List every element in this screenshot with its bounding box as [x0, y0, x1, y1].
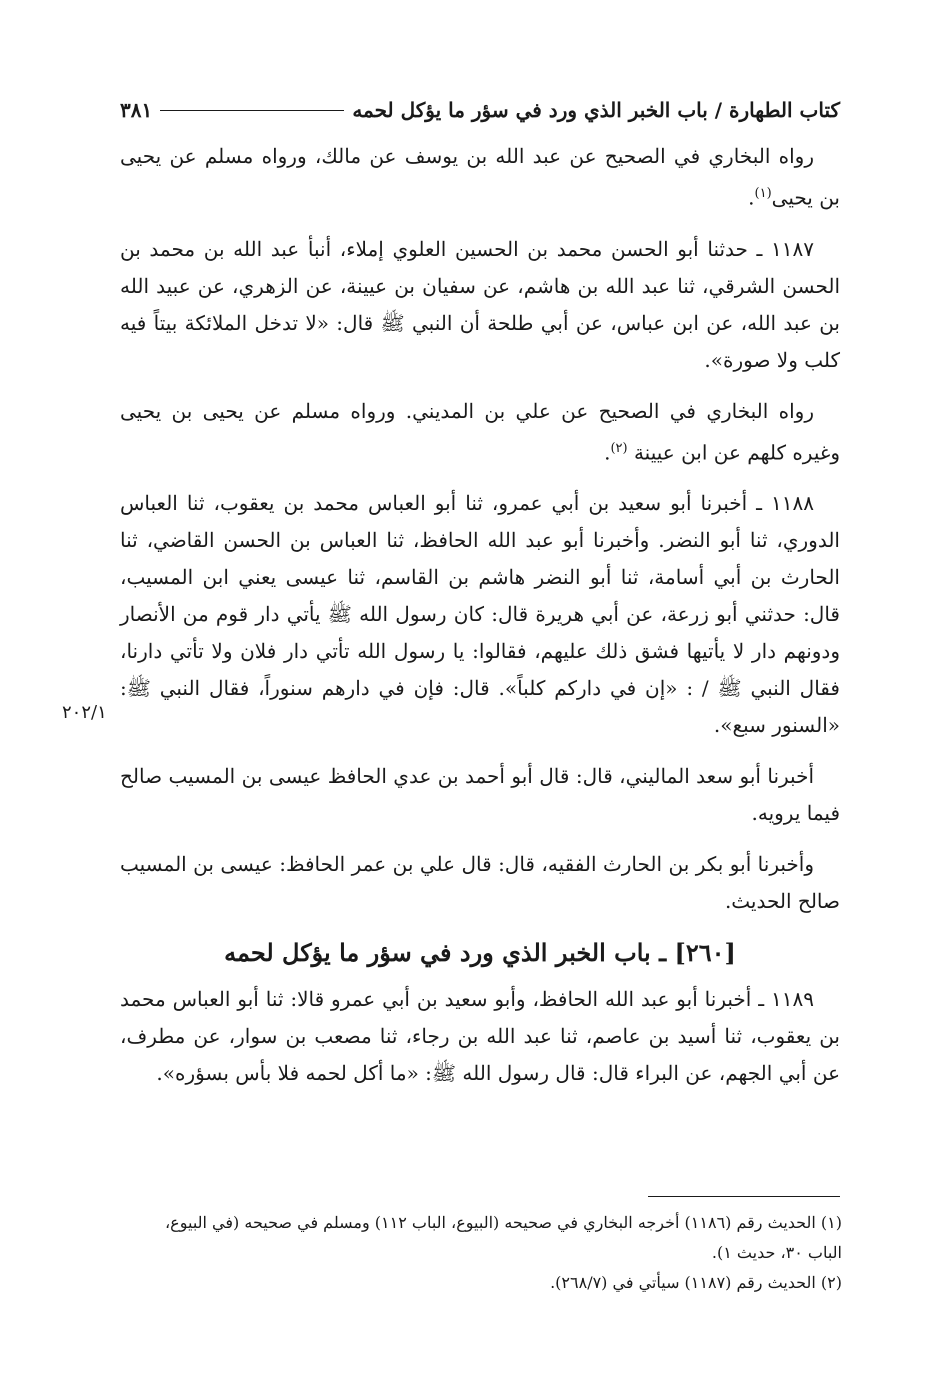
paragraph: ١١٨٩ ـ أخبرنا أبو عبد الله الحافظ، وأبو سعيد بن أبي عمرو قالا: ثنا أبو العباس محمد بن يعقوب، ثنا أسيد بن عاصم، ثنا عبد الله بن رجاء، ثنا مصعب بن سوار، عن مطرف، عن أبي الجهم، عن البراء قال: قال رسول الله ﷺ: «ما أكل لحمه فلا بأس بسؤره».: [120, 987, 840, 1086]
page-body: [120, 92, 840, 1106]
footnote: (١) الحديث رقم (١١٨٦) أخرجه البخاري في صحيحه (البيوع، الباب ١١٢) ومسلم في صحيحه (في البيوع، الباب ٣٠، حديث ١).: [165, 1213, 842, 1262]
footnote: (٢) الحديث رقم (١١٨٧) سيأتي في (٢٦٨/٧).: [550, 1273, 842, 1292]
chapter-heading: [٢٦٠] ـ باب الخبر الذي ورد في سؤر ما يؤكل لحمه: [224, 938, 736, 968]
paragraph: وأخبرنا أبو بكر بن الحارث الفقيه، قال: قال علي بن عمر الحافظ: عيسى بن المسيب صالح الحديث.: [120, 852, 840, 914]
paragraph: رواه البخاري في الصحيح عن عبد الله بن يوسف عن مالك، ورواه مسلم عن يحيى بن يحيى$^{(١)}$.: [120, 144, 840, 210]
header-rule: [160, 110, 344, 111]
paragraph: ١١٨٧ ـ حدثنا أبو الحسن محمد بن الحسين العلوي إملاء، أنبأ عبد الله بن محمد بن الحسن الشرقي، ثنا عبد الله بن هاشم، عن سفيان بن عيينة، عن الزهري، عن عبيد الله بن عبد الله، عن ابن عباس، عن أبي طلحة أن النبي ﷺ قال: «لا تدخل الملائكة بيتاً فيه كلب ولا صورة».: [120, 236, 840, 372]
footnotes: [130, 1208, 842, 1298]
paragraph: أخبرنا أبو سعد الماليني، قال: قال أبو أحمد بن عدي الحافظ عيسى بن المسيب صالح فيما يرويه.: [120, 764, 840, 826]
footnote-ref: (١): [754, 186, 772, 201]
footnote-ref: (٢): [610, 440, 628, 456]
page-number: ٣٨١: [120, 98, 153, 122]
margin-note: ٢٠٢/١: [62, 702, 107, 723]
footnote-rule: [648, 1196, 840, 1197]
running-header: [120, 92, 840, 128]
header-title: كتاب الطهارة / باب الخبر الذي ورد في سؤر ما يؤكل لحمه: [352, 98, 840, 122]
paragraph: رواه البخاري في الصحيح عن علي بن المديني. ورواه مسلم عن يحيى بن يحيى وغيره كلهم عن ابن عيينة $^{(٢)}$.: [120, 398, 840, 465]
paragraph: ١١٨٨ ـ أخبرنا أبو سعيد بن أبي عمرو، ثنا أبو العباس محمد بن يعقوب، ثنا العباس الدوري، ثنا أبو النضر. وأخبرنا أبو عبد الله الحافظ، ثنا العباس بن الحسن القاضي، ثنا الحارث بن أبي أسامة، ثنا أبو النضر هاشم بن القاسم، ثنا عيسى يعني ابن المسيب، قال: حدثني أبو زرعة، عن أبي هريرة قال: كان رسول الله ﷺ يأتي دار قوم من الأنصار ودونهم دار لا يأتيها فشق ذلك عليهم، فقالوا: يا رسول الله تأتي دار فلان ولا تأتي دارنا، فقال النبي ﷺ / : «إن في داركم كلباً». قال: فإن في دارهم سنوراً، فقال النبي ﷺ: «السنور سبع».: [120, 491, 840, 738]
